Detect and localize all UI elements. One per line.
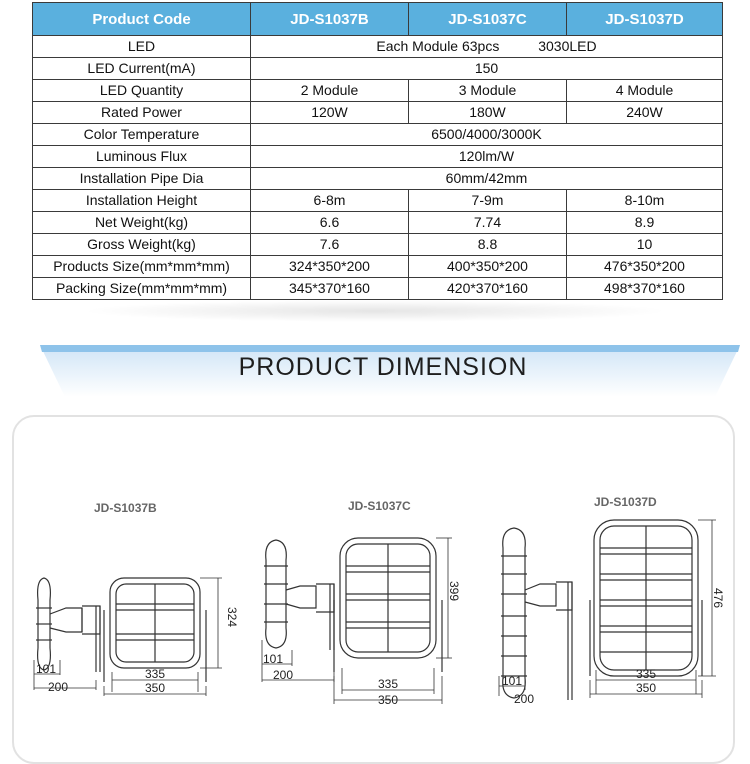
dim-offset-d: 101 <box>501 674 523 688</box>
row-value: 420*370*160 <box>409 278 567 300</box>
row-value: 6500/4000/3000K <box>251 124 723 146</box>
spec-table <box>32 2 723 300</box>
row-value: 2 Module <box>251 80 409 102</box>
dim-inner-width-d: 335 <box>635 667 657 681</box>
row-value: Each Module 63pcs 3030LED <box>251 36 723 58</box>
table-row <box>33 234 723 256</box>
dim-depth-c: 200 <box>272 668 294 682</box>
row-label: Rated Power <box>33 102 251 124</box>
row-label: LED Quantity <box>33 80 251 102</box>
row-value: 3 Module <box>409 80 567 102</box>
row-value: 180W <box>409 102 567 124</box>
row-label: Installation Pipe Dia <box>33 168 251 190</box>
row-value: 7.6 <box>251 234 409 256</box>
table-shadow <box>80 300 670 322</box>
dim-outer-width-d: 350 <box>635 681 657 695</box>
row-label: Installation Height <box>33 190 251 212</box>
dim-inner-width-c: 335 <box>377 677 399 691</box>
table-row <box>33 278 723 300</box>
row-label: LED Current(mA) <box>33 58 251 80</box>
row-label: Gross Weight(kg) <box>33 234 251 256</box>
dim-offset-b: 101 <box>35 662 57 676</box>
table-row <box>33 36 723 58</box>
row-value: 324*350*200 <box>251 256 409 278</box>
table-row <box>33 58 723 80</box>
banner-title: PRODUCT DIMENSION <box>238 353 528 381</box>
table-row <box>33 102 723 124</box>
row-value: 498*370*160 <box>567 278 723 300</box>
row-value: 6-8m <box>251 190 409 212</box>
table-row <box>33 80 723 102</box>
row-value: 120W <box>251 102 409 124</box>
model-label-b: JD-S1037B <box>94 501 157 515</box>
row-value: 8.9 <box>567 212 723 234</box>
row-value: 345*370*160 <box>251 278 409 300</box>
dim-inner-width-b: 335 <box>144 667 166 681</box>
row-label: Packing Size(mm*mm*mm) <box>33 278 251 300</box>
row-value: 120lm/W <box>251 146 723 168</box>
row-value: 4 Module <box>567 80 723 102</box>
row-value: 60mm/42mm <box>251 168 723 190</box>
header-model-c: JD-S1037C <box>409 3 567 36</box>
row-value: 7-9m <box>409 190 567 212</box>
model-label-d: JD-S1037D <box>594 495 657 509</box>
dim-height-c: 399 <box>447 580 461 602</box>
header-product-code: Product Code <box>33 3 251 36</box>
dim-height-d: 476 <box>711 587 725 609</box>
row-value: 10 <box>567 234 723 256</box>
dim-outer-width-c: 350 <box>377 693 399 707</box>
row-value: 240W <box>567 102 723 124</box>
table-row <box>33 168 723 190</box>
row-label: LED <box>33 36 251 58</box>
row-label: Net Weight(kg) <box>33 212 251 234</box>
row-label: Products Size(mm*mm*mm) <box>33 256 251 278</box>
header-model-b: JD-S1037B <box>251 3 409 36</box>
dim-outer-width-b: 350 <box>144 681 166 695</box>
dim-height-b: 324 <box>225 606 239 628</box>
dim-offset-c: 101 <box>262 652 284 666</box>
header-model-d: JD-S1037D <box>567 3 723 36</box>
row-value: 400*350*200 <box>409 256 567 278</box>
table-header-row <box>33 3 723 36</box>
dim-depth-b: 200 <box>47 680 69 694</box>
row-value: 8.8 <box>409 234 567 256</box>
table-row <box>33 146 723 168</box>
table-row <box>33 190 723 212</box>
row-value: 476*350*200 <box>567 256 723 278</box>
row-label: Luminous Flux <box>33 146 251 168</box>
dim-depth-d: 200 <box>513 692 535 706</box>
row-label: Color Temperature <box>33 124 251 146</box>
table-row <box>33 256 723 278</box>
row-value: 6.6 <box>251 212 409 234</box>
row-value: 7.74 <box>409 212 567 234</box>
table-row <box>33 124 723 146</box>
dimension-frame <box>12 415 735 764</box>
model-label-c: JD-S1037C <box>348 499 411 513</box>
row-value: 150 <box>251 58 723 80</box>
table-row <box>33 212 723 234</box>
row-value: 8-10m <box>567 190 723 212</box>
